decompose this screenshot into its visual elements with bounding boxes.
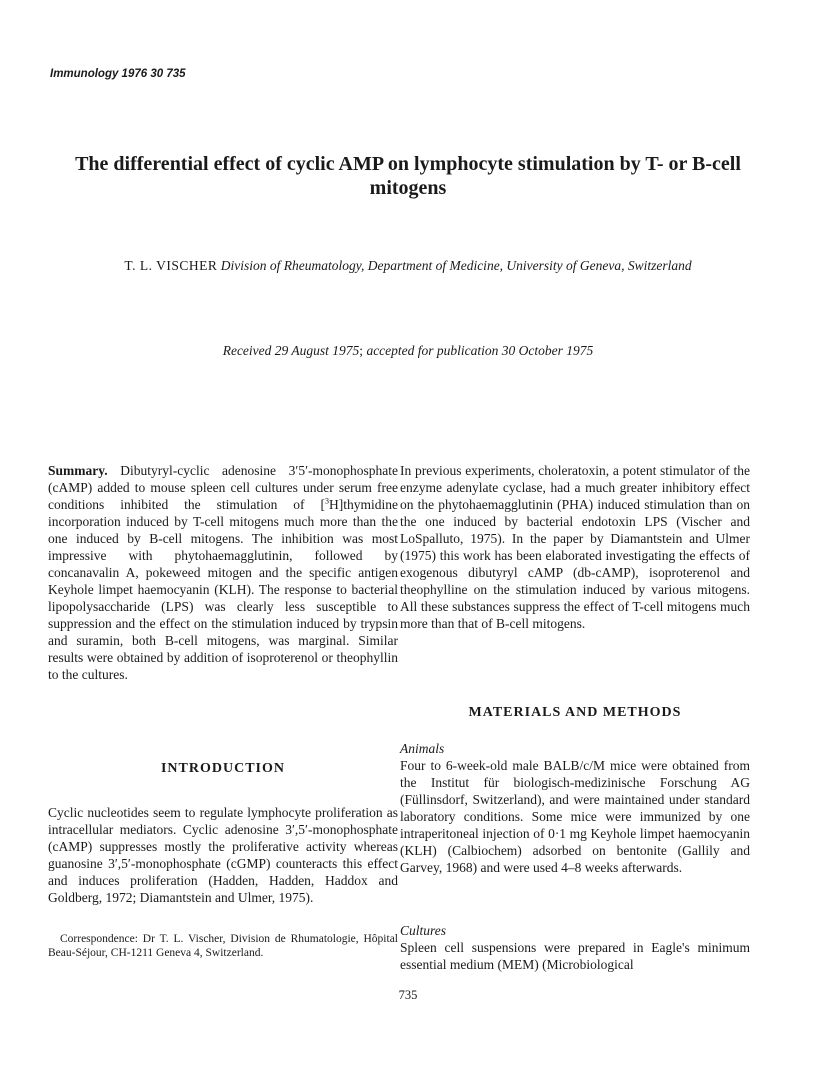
author-line	[40, 258, 776, 274]
summary-text-b: H]thymidine incorporation induced by T-cell mitogens much more than the one induced by B-cell mitogens. The inhibition was most impressive with phytohaemagglutinin, followed by concanavalin A, pokeweed mitogen and the specific antigen Keyhole limpet haemocyanin (KLH). The response to bacterial lipopolysaccharide (LPS) was clearly less susceptible to suppression and the effect on the stimulation induced by trypsin and suramin, both B-cell mitogens, was marginal. Similar results were obtained by addition of isoproterenol or theophyllin to the cultures.	[48, 497, 398, 682]
summary-text-a: Dibutyryl-cyclic adenosine 3′5′-monophosphate (cAMP) added to mouse spleen cell cultures under serum free conditions inhibited the stimulation of [	[48, 463, 399, 512]
received-line: Received 29 August 1975; accepted for publication 30 October 1975	[222, 343, 594, 358]
correspondence-footnote	[48, 932, 398, 960]
received-date: Received 29 August 1975	[222, 343, 360, 358]
summary-label: Summary.	[48, 463, 108, 478]
cultures-heading: Cultures	[400, 923, 447, 938]
cultures-section	[400, 922, 750, 973]
animals-text: Four to 6-week-old male BALB/c/M mice were obtained from the Institut für biologisch-medizinische Forschung AG (Füllinsdorf, Switzerland), and were maintained under standard laboratory conditions. Some mice were immunized by one intraperitoneal injection of 0·1 mg Keyhole limpet haemocyanin (KLH) (Calbiochem) adsorbed on bentonite (Gallily and Garvey, 1968) and were used 4–8 weeks afterwards.	[400, 758, 750, 875]
intro-para-2-text: In previous experiments, choleratoxin, a potent stimulator of the enzyme adenylate cyclase, had a much greater inhibitory effect on the phytohaemagglutinin (PHA) induced stimulation than on the one induced by bacterial endotoxin LPS (Vischer and LoSpalluto, 1975). In the paper by Diamantstein and Ulmer (1975) this work has been elaborated investigating the effects of exogenous dibutyryl cAMP (db-cAMP), isoproterenol and theophylline on the stimulation induced by various mitogens. All these substances suppress the effect of T-cell mitogens much more than that of B-cell mitogens.	[400, 463, 750, 631]
author-affiliation: Division of Rheumatology, Department of Medicine, University of Geneva, Switzerland	[220, 258, 692, 273]
summary-superscript: 3	[325, 496, 329, 506]
animals-section	[400, 740, 750, 876]
methods-heading: MATERIALS AND METHODS	[468, 705, 682, 720]
page-number: 735	[398, 988, 418, 1002]
intro-para-1-text: Cyclic nucleotides seem to regulate lymphocyte proliferation as intracellular mediators. Cyclic adenosine 3′,5′-monophosphate (cAMP) suppresses mostly the proliferative activity whereas guanosine 3′,5′-monophosphate (cGMP) counteracts this effect and induces proliferation (Hadden, Hadden, Haddox and Goldberg, 1972; Diamantstein and Ulmer, 1975).	[48, 805, 398, 905]
summary-paragraph	[48, 462, 398, 683]
animals-heading: Animals	[400, 741, 445, 756]
introduction-paragraph-1	[48, 804, 398, 906]
introduction-paragraph-2	[400, 462, 750, 632]
accepted-date: accepted for publication 30 October 1975	[366, 343, 594, 358]
author-name: T. L. VISCHER	[124, 258, 218, 273]
introduction-heading: INTRODUCTION	[160, 761, 285, 776]
correspondence-text: Correspondence: Dr T. L. Vischer, Division de Rhumatologie, Hôpital Beau-Séjour, CH-1211 Geneva 4, Switzerland.	[48, 933, 398, 959]
journal-citation: Immunology 1976 30 735	[50, 68, 186, 80]
cultures-text: Spleen cell suspensions were prepared in Eagle's minimum essential medium (MEM) (Microbiological	[400, 940, 750, 972]
article-title: The differential effect of cyclic AMP on lymphocyte stimulation by T- or B-cell mitogens	[75, 153, 741, 199]
